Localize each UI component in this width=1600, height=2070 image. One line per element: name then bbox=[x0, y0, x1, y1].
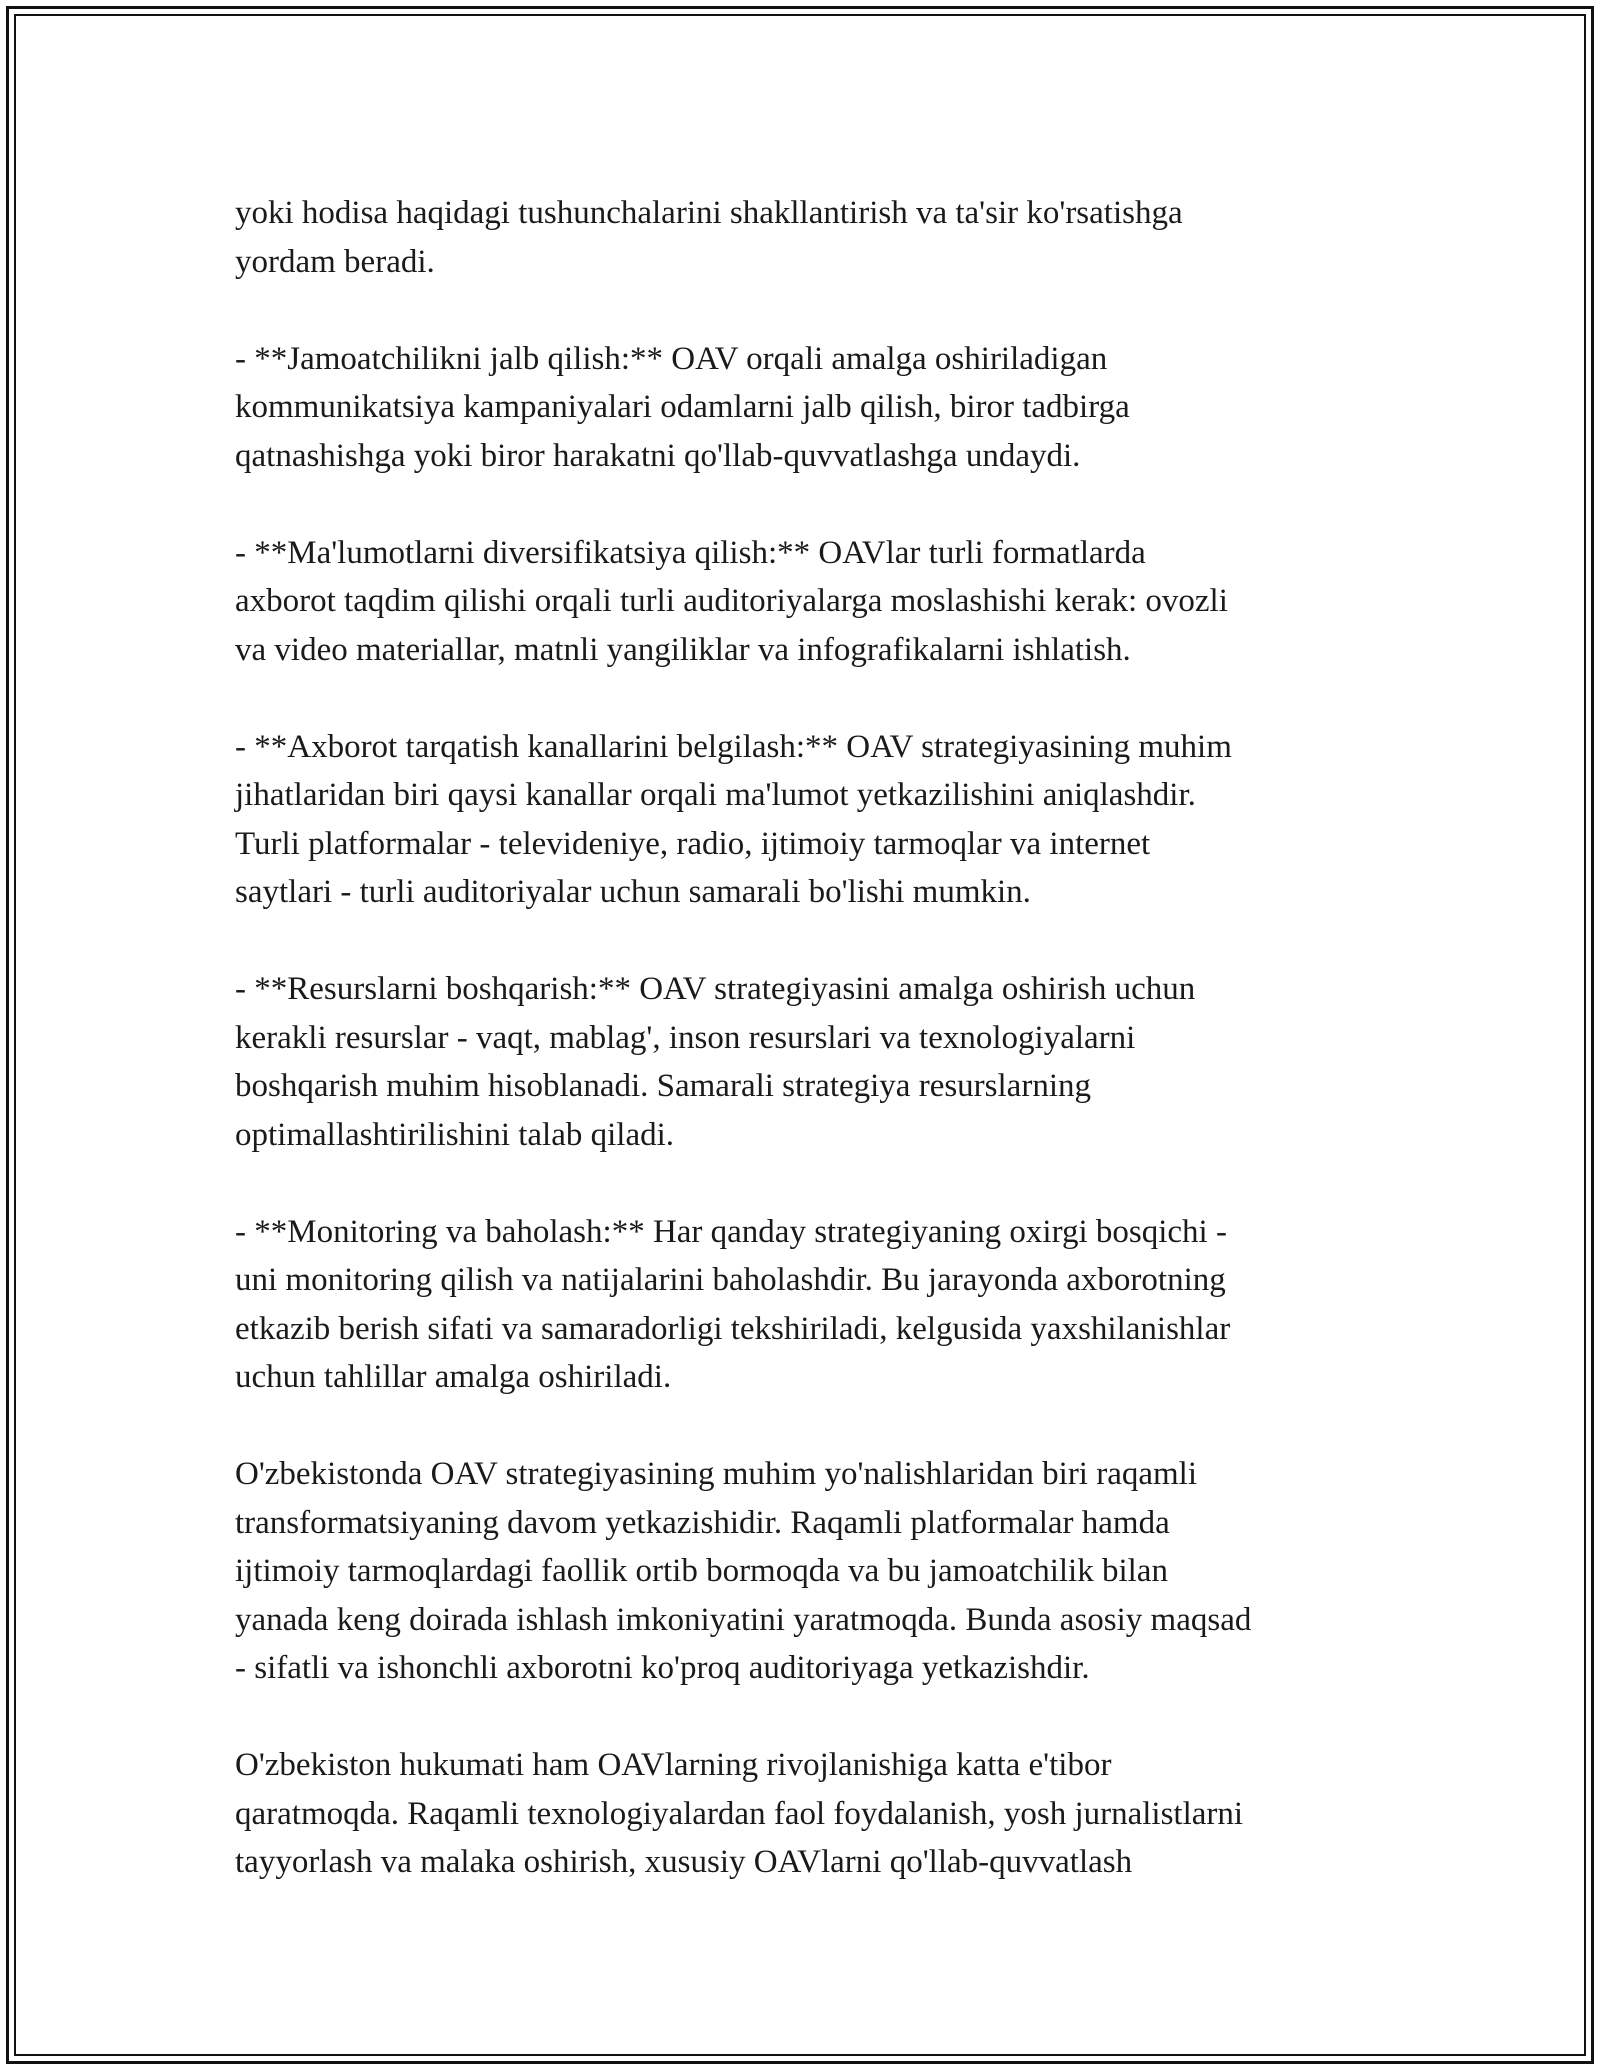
paragraph-8: O'zbekiston hukumati ham OAVlarning rivojlanishiga katta e'tibor qaratmoqda. Raqamli texnologiyalardan faol foydalanish, yosh jurnalistlarni tayyorlash va malaka oshirish, xususiy OAVlarni qo'llab-quvvatlash bbox=[235, 1747, 1244, 1880]
document-body bbox=[235, 189, 1375, 1887]
paragraph-4: - **Axborot tarqatish kanallarini belgilash:** OAV strategiyasining muhim jihatlaridan biri qaysi kanallar orqali ma'lumot yetkazilishini aniqlashdir. Turli platformalar - televideniye, radio, ijtimoiy tarmoqlar va internet saytlari - turli auditoriyalar uchun samarali bo'lishi mumkin. bbox=[235, 728, 1232, 910]
paragraph-2: - **Jamoatchilikni jalb qilish:** OAV orqali amalga oshiriladigan kommunikatsiya kampaniyalari odamlarni jalb qilish, biror tadbirga qatnashishga yoki biror harakatni qo'llab-quvvatlashga undaydi. bbox=[235, 340, 1130, 474]
paragraph-6: - **Monitoring va baholash:** Har qanday strategiyaning oxirgi bosqichi - uni monitoring qilish va natijalarini baholashdir. Bu jarayonda axborotning etkazib berish sifati va samaradorligi tekshiriladi, kelgusida yaxshilanishlar uchun tahlillar amalga oshiriladi. bbox=[235, 1213, 1231, 1395]
paragraph-7: O'zbekistonda OAV strategiyasining muhim yo'nalishlaridan biri raqamli transformatsiyaning davom yetkazishidir. Raqamli platformalar hamda ijtimoiy tarmoqlardagi faollik ortib bormoqda va bu jamoatchilik bilan yanada keng doirada ishlash imkoniyatini yaratmoqda. Bunda asosiy maqsad - sifatli va ishonchli axborotni ko'proq auditoriyaga yetkazishdir. bbox=[235, 1456, 1252, 1686]
paragraph-3: - **Ma'lumotlarni diversifikatsiya qilish:** OAVlar turli formatlarda axborot taqdim qilishi orqali turli auditoriyalarga moslashishi kerak: ovozli va video materiallar, matnli yangiliklar va infografikalarni ishlatish. bbox=[235, 534, 1228, 668]
paragraph-5: - **Resurslarni boshqarish:** OAV strategiyasini amalga oshirish uchun kerakli resurslar - vaqt, mablag', inson resurslari va texnologiyalarni boshqarish muhim hisoblanadi. Samarali strategiya resurslarning optimallashtirilishini talab qiladi. bbox=[235, 971, 1196, 1153]
paragraph-1: yoki hodisa haqidagi tushunchalarini shakllantirish va ta'sir ko'rsatishga yordam beradi. bbox=[235, 195, 1183, 280]
